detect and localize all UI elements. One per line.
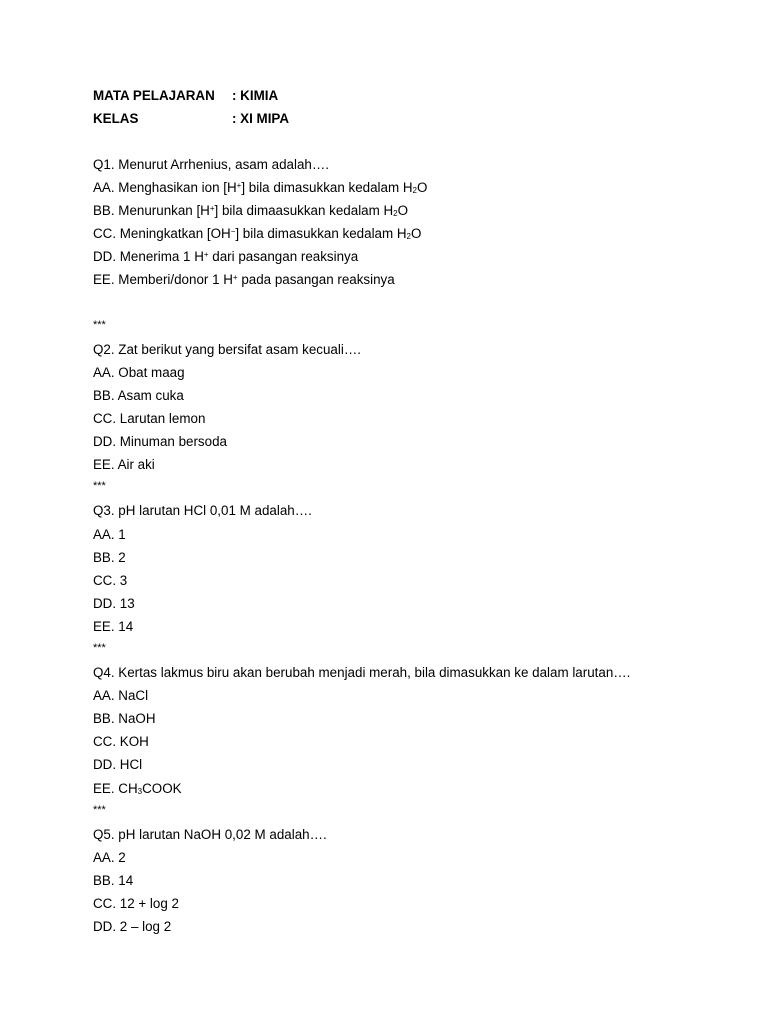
subject-label: MATA PELAJARAN (93, 88, 215, 103)
worksheet-page (93, 86, 733, 940)
question-text-q3: Q3. pH larutan HCl 0,01 M adalah…. (93, 503, 312, 519)
class-label: KELAS (93, 111, 139, 126)
separator: *** (93, 641, 106, 654)
option-q3-bb: BB. 2 (93, 549, 126, 565)
option-q3-ee: EE. 14 (93, 618, 134, 634)
option-q2-ee: EE. Air aki (93, 457, 155, 473)
option-q1-ee: EE. Memberi/donor 1 H+ pada pasangan reaksinya (93, 272, 395, 288)
class-row (93, 109, 733, 132)
option-q4-bb: BB. NaOH (93, 711, 156, 727)
option-q2-dd: DD. Minuman bersoda (93, 434, 227, 450)
class-value: : XI MIPA (232, 111, 290, 126)
question-text-q5: Q5. pH larutan NaOH 0,02 M adalah…. (93, 826, 327, 842)
option-q2-cc: CC. Larutan lemon (93, 411, 206, 427)
separator: *** (93, 480, 106, 493)
option-q1-bb: BB. Menurunkan [H+] bila dimaasukkan kedalam $H_2O$ (93, 203, 409, 219)
option-q4-aa: AA. NaCl (93, 688, 149, 704)
option-q1-aa: AA. Menghasikan ion [H+] bila dimasukkan kedalam $H_2O$ (93, 180, 428, 196)
option-q5-bb: BB. 14 (93, 872, 134, 888)
separator: *** (93, 318, 106, 331)
question-text-q4: Q4. Kertas lakmus biru akan berubah menjadi merah, bila dimasukkan ke dalam larutan…. (93, 665, 631, 681)
option-q5-dd: DD. 2 – log 2 (93, 919, 172, 935)
option-q4-ee: EE. $CH_3COOK$ (93, 780, 182, 796)
option-q2-aa: AA. Obat maag (93, 364, 185, 380)
option-q1-dd: DD. Menerima 1 H+ dari pasangan reaksinya (93, 249, 359, 265)
spacer (93, 294, 733, 317)
separator: *** (93, 803, 106, 816)
question-text-q2: Q2. Zat berikut yang bersifat asam kecuali…. (93, 341, 361, 357)
question-text-q1: Q1. Menurut Arrhenius, asam adalah…. (93, 157, 329, 172)
option-q2-bb: BB. Asam cuka (93, 387, 184, 403)
option-q1-cc: CC. Meningkatkan [OH−] bila dimasukkan kedalam $H_2O$ (93, 226, 422, 242)
option-q3-cc: CC. 3 (93, 572, 128, 588)
subject-row (93, 86, 733, 109)
option-q5-aa: AA. 2 (93, 849, 126, 865)
option-q3-dd: DD. 13 (93, 595, 135, 611)
spacer (93, 132, 733, 155)
option-q3-aa: AA. 1 (93, 526, 126, 542)
subject-value: : KIMIA (232, 88, 279, 103)
option-q4-cc: CC. KOH (93, 734, 149, 750)
option-q5-cc: CC. 12 + log 2 (93, 896, 179, 911)
option-q4-dd: DD. HCl (93, 757, 143, 773)
